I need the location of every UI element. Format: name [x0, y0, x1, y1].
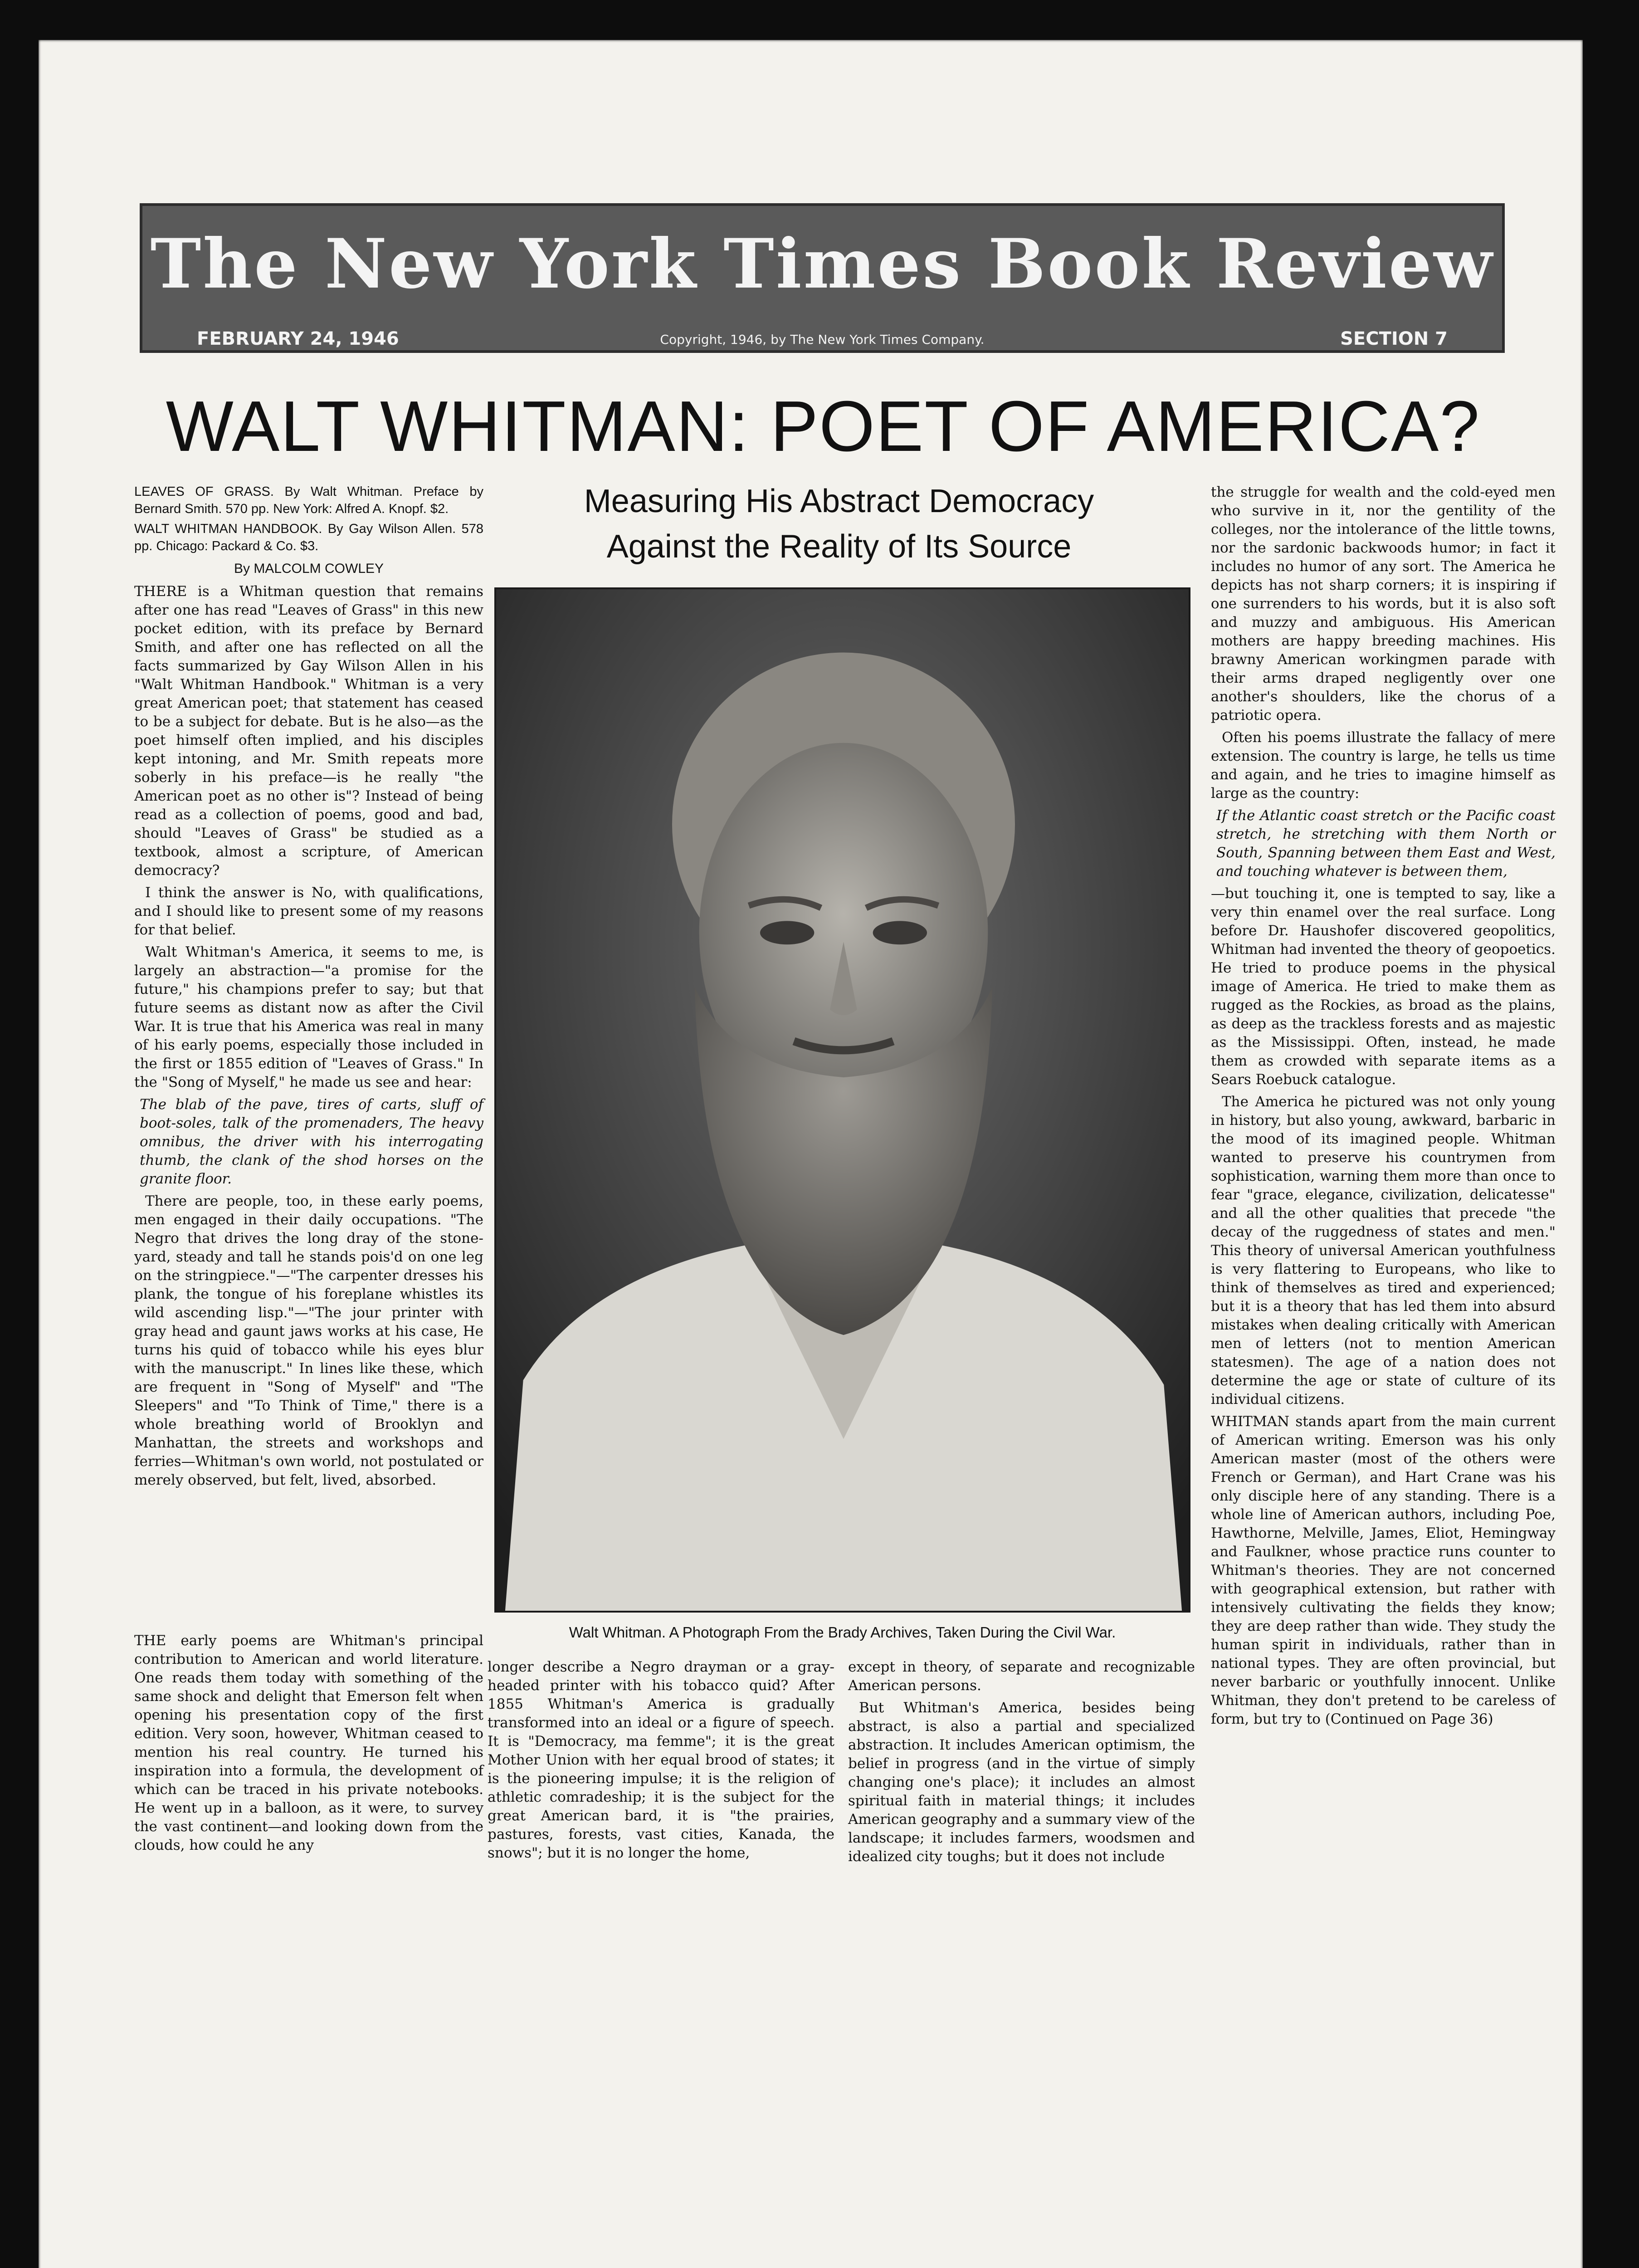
column-1 [134, 483, 483, 1493]
column-1-lower [134, 1632, 483, 1858]
paragraph: the struggle for wealth and the cold-eyed men who survive in it, nor the gentility of the colleges, nor the intolerance of the little towns, nor the sardonic backwoods humor; in fact it includes no humor of any sort. The America he depicts has not sharp corners; it is inspiring if one surrenders to his words, but it is also soft and muzzy and ambiguous. His American mothers are happy breeding machines. His brawny American workingmen parade with their arms draped negligently over one another's shoulders, like the chorus of a patriotic opera. [1211, 484, 1556, 723]
paragraph: There are people, too, in these early poems, men engaged in their daily occupations. "The Negro that drives the long dray of the stone-yard, steady and tall he stands pois'd on one leg on the stringpiece."—"The carpenter dresses his plank, the tongue of his foreplane whistles its wild ascending lisp."—"The jour printer with gray head and gaunt jaws works at his case, He turns his quid of tobacco while his eyes blur with the manuscript." In lines like these, which are frequent in "Song of Myself" and "The Sleepers" and "To Think of Time," there is a whole breathing world of Brooklyn and Manhattan, the streets and workshops and ferries—Whitman's own world, not postulated or merely observed, but felt, lived, absorbed. [134, 1193, 483, 1488]
column-4 [1211, 483, 1556, 1732]
paragraph: —but touching it, one is tempted to say, like a very thin enamel over the real surface. Long before Dr. Haushofer discovered geopolitics, Whitman had invented the theory of geopoetics. He tried to produce poems in the physical image of America. He tried to make them as rugged as the Rockies, as broad as the plains, as deep as the trackless forests and as majestic as the Mississippi. Often, instead, he made them as crowded with separate items as a Sears Roebuck catalogue. [1211, 885, 1556, 1088]
verse-quote: The blab of the pave, tires of carts, sluff of boot-soles, talk of the promenaders, The heavy omnibus, the driver with his interrogating thumb, the clank of the shod horses on the granite floor. [140, 1096, 483, 1187]
portrait-caption: Walt Whitman. A Photograph From the Brady Archives, Taken During the Civil War. [569, 1624, 1116, 1641]
masthead-date: FEBRUARY 24, 1946 [197, 328, 399, 349]
verse-quote: If the Atlantic coast stretch or the Pacific coast stretch, he stretching with them North or South, Spanning between them East and West, and touching whatever is between them, [1216, 807, 1556, 880]
masthead [140, 203, 1505, 353]
paragraph: THE early poems are Whitman's principal contribution to American and world literature. One reads them today with something of the same shock and delight that Emerson felt when opening his presentation copy of the first edition. Very soon, however, Whitman ceased to mention his real country. He turned his inspiration into a formula, the development of which can be traced in his private notebooks. He went up in a balloon, as it were, to survey the vast continent—and looking down from the clouds, how could he any [134, 1633, 483, 1853]
article-subheadline [490, 479, 1188, 569]
masthead-title: The New York Times Book Review [150, 224, 1494, 304]
bibliography-entry-2: WALT WHITMAN HANDBOOK. By Gay Wilson Allen. 578 pp. Chicago: Packard & Co. $3. [134, 522, 483, 553]
paragraph: Often his poems illustrate the fallacy of mere extension. The country is large, he tells us time and again, and he tries to imagine himself as large as the country: [1211, 729, 1556, 802]
column-3 [848, 1658, 1195, 1870]
subheadline-line1: Measuring His Abstract Democracy [584, 483, 1094, 519]
article-headline: WALT WHITMAN: POET OF AMERICA? [166, 386, 1481, 466]
paragraph: THERE is a Whitman question that remains after one has read "Leaves of Grass" in this new pocket edition, with its preface by Bernard Smith, and after one has reflected on all the facts summarized by Gay Wilson Allen in his "Walt Whitman Handbook." Whitman is a very great American poet; that statement has ceased to be a subject for debate. But is he also—as the poet himself often implied, and his disciples kept intoning, and Mr. Smith repeats more soberly in his preface—is he really "the American poet as no other is"? Instead of being read as a collection of poems, good and bad, should "Leaves of Grass" be studied as a textbook, almost a scripture, of American democracy? [134, 583, 483, 879]
paragraph: except in theory, of separate and recognizable American persons. [848, 1659, 1195, 1694]
portrait-image [496, 589, 1189, 1611]
column-2 [488, 1658, 834, 1866]
paragraph: Walt Whitman's America, it seems to me, is largely an abstraction—"a promise for the future," his champions prefer to say; but that future seems as distant now as after the Civil War. It is true that his America was real in many of his early poems, especially those included in the first or 1855 edition of "Leaves of Grass." In the "Song of Myself," he made us see and hear: [134, 944, 483, 1090]
bibliography-entry-1: LEAVES OF GRASS. By Walt Whitman. Preface by Bernard Smith. 570 pp. New York: Alfred A. Knopf. $2. [134, 484, 483, 516]
paragraph: But Whitman's America, besides being abstract, is also a partial and specialized abstraction. It includes American optimism, the belief in progress (and in the virtue of simply changing one's place); it includes an almost spiritual faith in material things; it includes American geography and a summary view of the landscape; it includes farmers, woodsmen and idealized city toughs; but it does not include [848, 1700, 1195, 1865]
subheadline-line2: Against the Reality of Its Source [606, 528, 1072, 565]
whitman-portrait-photo [494, 587, 1190, 1613]
paragraph: I think the answer is No, with qualifications, and I should like to present some of my reasons for that belief. [134, 885, 483, 938]
masthead-copyright: Copyright, 1946, by The New York Times Company. [660, 332, 985, 347]
paragraph: longer describe a Negro drayman or a gray-headed printer with his tobacco quid? After 1855 Whitman's America is gradually transformed into an ideal or a figure of speech. It is "Democracy, ma femme"; it is the great Mother Union with her equal brood of states; it is the pioneering impulse; it is the religion of athletic comradeship; it is the subject for the great American bard, it is "the prairies, pastures, forests, vast cities, Kanada, the snows"; but it is no longer the home, [488, 1659, 834, 1861]
byline: By MALCOLM COWLEY [234, 561, 384, 576]
paragraph: WHITMAN stands apart from the main current of American writing. Emerson was his only American master (most of the others were French or German), and Hart Crane was his only disciple here of any standing. There is a whole line of American authors, including Poe, Hawthorne, Melville, James, Eliot, Hemingway and Faulkner, whose practice runs counter to Whitman's theories. They are not concerned with geographical extension, but rather with intensively cultivating the fields they know; they are deep rather than wide. They study the human spirit in individuals, rather than in national types. They are often provincial, but never barbaric or youthfully innocent. Unlike Whitman, they don't pretend to be careless of form, but try to (Continued on Page 36) [1211, 1413, 1556, 1727]
masthead-section: SECTION 7 [1340, 328, 1448, 349]
paragraph: The America he pictured was not only young in history, but also young, awkward, barbaric in the mood of its imagined people. Whitman wanted to preserve his countrymen from sophistication, warning them more than once to fear "grace, elegance, civilization, delicatesse" and all the other qualities that precede "the decay of the ruggedness of states and men." This theory of universal American youthfulness is very flattering to Europeans, who like to think of themselves as tired and experienced; but it is a theory that has led them into absurd mistakes when dealing critically with American men of letters (not to mention American statesmen). The age of a nation does not determine the age or state of culture of its individual citizens. [1211, 1094, 1556, 1408]
